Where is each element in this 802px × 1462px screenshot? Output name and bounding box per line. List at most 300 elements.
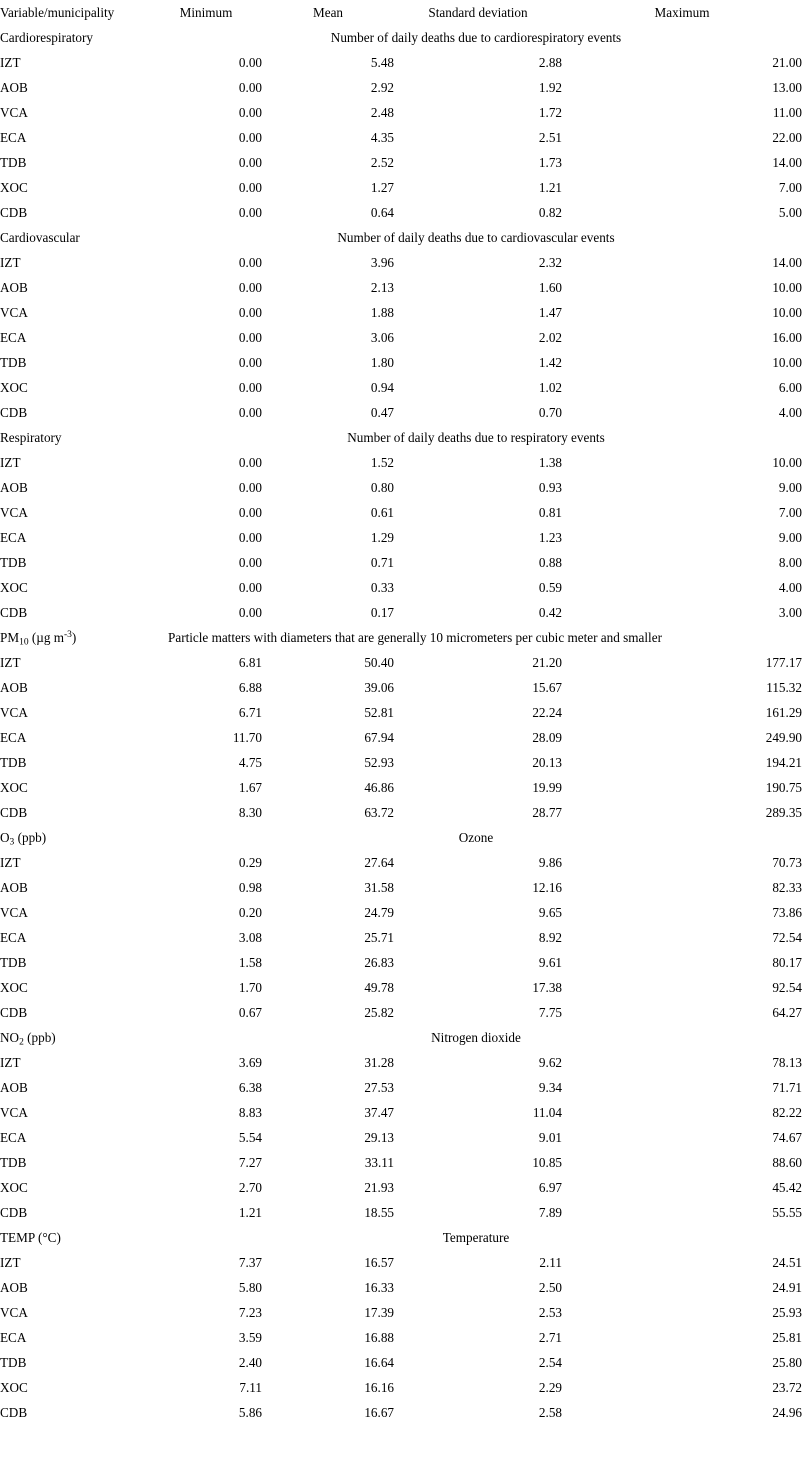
cell-standard-deviation: 0.70	[538, 404, 562, 420]
cell-standard-deviation: 2.58	[538, 1404, 562, 1420]
cell-standard-deviation: 2.29	[538, 1379, 562, 1395]
cell-standard-deviation: 20.13	[532, 754, 562, 770]
cell-maximum: 10.00	[772, 304, 802, 320]
cell-maximum: 78.13	[772, 1054, 802, 1070]
cell-standard-deviation: 28.77	[532, 804, 562, 820]
cell-mean: 27.53	[364, 1079, 394, 1095]
table-row	[0, 925, 802, 950]
cell-standard-deviation: 1.72	[538, 104, 562, 120]
cell-mean: 50.40	[364, 654, 394, 670]
cell-standard-deviation: 0.82	[538, 204, 562, 220]
cell-maximum: 190.75	[765, 779, 802, 795]
table-row	[0, 1275, 802, 1300]
cell-minimum: 6.81	[238, 654, 262, 670]
cell-maximum: 88.60	[772, 1154, 802, 1170]
cell-minimum: 0.00	[238, 379, 262, 395]
table-row	[0, 500, 802, 525]
cell-maximum: 194.21	[765, 754, 802, 770]
municipality-label: AOB	[0, 1079, 28, 1095]
cell-standard-deviation: 9.86	[538, 854, 562, 870]
section-description: Nitrogen dioxide	[431, 1029, 521, 1045]
cell-mean: 17.39	[364, 1304, 394, 1320]
cell-maximum: 21.00	[772, 54, 802, 70]
table-row	[0, 1325, 802, 1350]
cell-standard-deviation: 7.89	[538, 1204, 562, 1220]
cell-standard-deviation: 1.23	[538, 529, 562, 545]
section-heading-row	[0, 825, 802, 850]
cell-mean: 67.94	[364, 729, 394, 745]
table-header	[0, 0, 802, 25]
cell-maximum: 9.00	[778, 529, 802, 545]
cell-minimum: 0.00	[238, 504, 262, 520]
cell-minimum: 0.00	[238, 129, 262, 145]
municipality-label: CDB	[0, 1004, 28, 1020]
table-row	[0, 1125, 802, 1150]
municipality-label: IZT	[0, 654, 21, 670]
section-variable-label: $O_3$ (ppb)	[0, 829, 47, 848]
table-row	[0, 1050, 802, 1075]
municipality-label: XOC	[0, 779, 28, 795]
cell-minimum: 0.00	[238, 179, 262, 195]
cell-minimum: 3.59	[238, 1329, 262, 1345]
cell-minimum: 0.00	[238, 254, 262, 270]
cell-maximum: 24.96	[772, 1404, 802, 1420]
cell-standard-deviation: 2.50	[538, 1279, 562, 1295]
table-row	[0, 1200, 802, 1225]
cell-mean: 1.52	[370, 454, 394, 470]
cell-mean: 1.27	[370, 179, 394, 195]
municipality-label: ECA	[0, 529, 27, 545]
cell-maximum: 80.17	[772, 954, 802, 970]
cell-maximum: 25.80	[772, 1354, 802, 1370]
table-row	[0, 850, 802, 875]
cell-standard-deviation: 2.32	[538, 254, 562, 270]
section-description: Number of daily deaths due to cardiorespiratory events	[330, 29, 622, 45]
municipality-label: TDB	[0, 154, 27, 170]
cell-minimum: 0.00	[238, 604, 262, 620]
table-row	[0, 875, 802, 900]
cell-minimum: 3.69	[238, 1054, 262, 1070]
cell-mean: 1.29	[370, 529, 394, 545]
cell-standard-deviation: 21.20	[532, 654, 562, 670]
cell-mean: 16.16	[364, 1379, 394, 1395]
cell-standard-deviation: 1.38	[538, 454, 562, 470]
cell-minimum: 0.00	[238, 454, 262, 470]
cell-maximum: 92.54	[772, 979, 802, 995]
cell-minimum: 0.00	[238, 304, 262, 320]
cell-mean: 0.33	[370, 579, 394, 595]
cell-minimum: 0.00	[238, 104, 262, 120]
municipality-label: VCA	[0, 1304, 28, 1320]
column-header-standard-deviation: Standard deviation	[428, 4, 528, 20]
municipality-label: CDB	[0, 804, 28, 820]
cell-mean: 0.94	[370, 379, 394, 395]
municipality-label: CDB	[0, 1204, 28, 1220]
municipality-label: AOB	[0, 679, 28, 695]
cell-mean: 26.83	[364, 954, 394, 970]
cell-mean: 29.13	[364, 1129, 394, 1145]
cell-standard-deviation: 17.38	[532, 979, 562, 995]
column-header-minimum: Minimum	[179, 4, 233, 20]
cell-minimum: 7.11	[239, 1379, 262, 1395]
cell-mean: 18.55	[364, 1204, 394, 1220]
cell-standard-deviation: 7.75	[538, 1004, 562, 1020]
table-row	[0, 450, 802, 475]
municipality-label: TDB	[0, 754, 27, 770]
cell-maximum: 22.00	[772, 129, 802, 145]
section-description: Number of daily deaths due to respiratory events	[347, 429, 605, 445]
municipality-label: VCA	[0, 304, 28, 320]
cell-maximum: 249.90	[765, 729, 802, 745]
municipality-label: CDB	[0, 1404, 28, 1420]
section-description: Temperature	[442, 1229, 510, 1245]
cell-minimum: 0.98	[238, 879, 262, 895]
table-row	[0, 400, 802, 425]
cell-minimum: 6.71	[238, 704, 262, 720]
cell-standard-deviation: 9.34	[538, 1079, 562, 1095]
cell-maximum: 14.00	[772, 154, 802, 170]
cell-mean: 31.28	[364, 1054, 394, 1070]
table-row	[0, 1175, 802, 1200]
table-row	[0, 1100, 802, 1125]
cell-mean: 52.81	[364, 704, 394, 720]
cell-maximum: 74.67	[772, 1129, 802, 1145]
cell-minimum: 4.75	[238, 754, 262, 770]
cell-mean: 0.61	[370, 504, 394, 520]
cell-maximum: 6.00	[778, 379, 802, 395]
cell-standard-deviation: 1.21	[538, 179, 562, 195]
section-heading-row	[0, 225, 802, 250]
cell-maximum: 10.00	[772, 354, 802, 370]
cell-maximum: 24.91	[772, 1279, 802, 1295]
municipality-label: AOB	[0, 79, 28, 95]
cell-minimum: 1.21	[238, 1204, 262, 1220]
cell-mean: 25.82	[364, 1004, 394, 1020]
cell-standard-deviation: 2.02	[538, 329, 562, 345]
table-row	[0, 75, 802, 100]
table-row	[0, 525, 802, 550]
municipality-label: VCA	[0, 104, 28, 120]
column-header-variable: Variable/municipality	[0, 4, 115, 20]
table-row	[0, 800, 802, 825]
cell-maximum: 115.32	[766, 679, 802, 695]
table-row	[0, 1375, 802, 1400]
cell-standard-deviation: 15.67	[532, 679, 562, 695]
municipality-label: ECA	[0, 929, 27, 945]
cell-mean: 2.13	[370, 279, 394, 295]
section-heading-row	[0, 1225, 802, 1250]
cell-maximum: 13.00	[772, 79, 802, 95]
cell-minimum: 0.67	[238, 1004, 262, 1020]
municipality-label: AOB	[0, 279, 28, 295]
table-row	[0, 550, 802, 575]
municipality-label: CDB	[0, 604, 28, 620]
municipality-label: IZT	[0, 54, 21, 70]
cell-maximum: 11.00	[772, 104, 802, 120]
table-row	[0, 375, 802, 400]
municipality-label: XOC	[0, 979, 28, 995]
cell-maximum: 177.17	[765, 654, 802, 670]
section-heading-row	[0, 1025, 802, 1050]
municipality-label: ECA	[0, 729, 27, 745]
municipality-label: TDB	[0, 1354, 27, 1370]
table-row	[0, 1350, 802, 1375]
cell-maximum: 64.27	[772, 1004, 802, 1020]
cell-standard-deviation: 0.81	[538, 504, 562, 520]
cell-standard-deviation: 0.42	[538, 604, 562, 620]
cell-standard-deviation: 9.65	[538, 904, 562, 920]
section-heading-row	[0, 25, 802, 50]
table-row	[0, 200, 802, 225]
cell-mean: 1.80	[370, 354, 394, 370]
cell-maximum: 8.00	[778, 554, 802, 570]
cell-minimum: 5.80	[238, 1279, 262, 1295]
cell-standard-deviation: 1.92	[538, 79, 562, 95]
table-row	[0, 975, 802, 1000]
table-row	[0, 250, 802, 275]
municipality-label: ECA	[0, 1329, 27, 1345]
cell-mean: 2.52	[370, 154, 394, 170]
cell-minimum: 6.88	[238, 679, 262, 695]
cell-minimum: 1.70	[238, 979, 262, 995]
cell-maximum: 4.00	[778, 579, 802, 595]
municipality-label: XOC	[0, 179, 28, 195]
cell-standard-deviation: 2.51	[538, 129, 562, 145]
municipality-label: IZT	[0, 1254, 21, 1270]
cell-maximum: 7.00	[778, 504, 802, 520]
cell-minimum: 0.00	[238, 54, 262, 70]
section-heading-row	[0, 425, 802, 450]
cell-mean: 33.11	[364, 1154, 394, 1170]
cell-maximum: 73.86	[772, 904, 802, 920]
table-row	[0, 650, 802, 675]
municipality-label: CDB	[0, 204, 28, 220]
cell-maximum: 45.42	[772, 1179, 802, 1195]
table-row	[0, 275, 802, 300]
cell-minimum: 8.83	[238, 1104, 262, 1120]
cell-standard-deviation: 0.59	[538, 579, 562, 595]
cell-mean: 1.88	[370, 304, 394, 320]
section-heading-row	[0, 625, 802, 650]
cell-mean: 0.17	[370, 604, 394, 620]
cell-mean: 4.35	[370, 129, 394, 145]
cell-mean: 0.64	[370, 204, 394, 220]
cell-minimum: 7.27	[238, 1154, 262, 1170]
section-variable-label: $NO_2$ (ppb)	[0, 1029, 56, 1048]
cell-mean: 16.88	[364, 1329, 394, 1345]
table-row	[0, 50, 802, 75]
cell-mean: 52.93	[364, 754, 394, 770]
cell-minimum: 0.00	[238, 479, 262, 495]
cell-minimum: 11.70	[232, 729, 262, 745]
cell-standard-deviation: 1.73	[538, 154, 562, 170]
cell-mean: 2.48	[370, 104, 394, 120]
cell-minimum: 0.20	[238, 904, 262, 920]
cell-mean: 3.06	[370, 329, 394, 345]
cell-standard-deviation: 0.93	[538, 479, 562, 495]
table-row	[0, 575, 802, 600]
cell-standard-deviation: 9.61	[538, 954, 562, 970]
cell-minimum: 7.37	[238, 1254, 262, 1270]
table-row	[0, 175, 802, 200]
cell-minimum: 0.00	[238, 354, 262, 370]
section-description: Ozone	[458, 829, 494, 845]
cell-maximum: 25.93	[772, 1304, 802, 1320]
cell-maximum: 10.00	[772, 279, 802, 295]
cell-mean: 49.78	[364, 979, 394, 995]
cell-minimum: 0.00	[238, 154, 262, 170]
cell-mean: 16.67	[364, 1404, 394, 1420]
table-row	[0, 100, 802, 125]
cell-maximum: 3.00	[778, 604, 802, 620]
cell-mean: 27.64	[364, 854, 394, 870]
table-row	[0, 900, 802, 925]
cell-standard-deviation: 6.97	[538, 1179, 562, 1195]
municipality-label: XOC	[0, 579, 28, 595]
cell-mean: 3.96	[370, 254, 394, 270]
column-header-maximum: Maximum	[654, 4, 710, 20]
cell-maximum: 14.00	[772, 254, 802, 270]
cell-minimum: 0.00	[238, 404, 262, 420]
cell-minimum: 0.00	[238, 579, 262, 595]
cell-standard-deviation: 28.09	[532, 729, 562, 745]
cell-mean: 16.64	[364, 1354, 394, 1370]
cell-minimum: 7.23	[238, 1304, 262, 1320]
cell-mean: 63.72	[364, 804, 394, 820]
cell-standard-deviation: 0.88	[538, 554, 562, 570]
cell-maximum: 289.35	[765, 804, 802, 820]
table-body	[0, 25, 802, 1425]
cell-standard-deviation: 19.99	[532, 779, 562, 795]
cell-minimum: 1.67	[238, 779, 262, 795]
municipality-label: TDB	[0, 554, 27, 570]
cell-standard-deviation: 1.47	[538, 304, 562, 320]
municipality-label: ECA	[0, 129, 27, 145]
section-variable-label: TEMP (°C)	[0, 1229, 61, 1245]
cell-minimum: 2.40	[238, 1354, 262, 1370]
table-row	[0, 1300, 802, 1325]
cell-minimum: 3.08	[238, 929, 262, 945]
cell-mean: 0.80	[370, 479, 394, 495]
table-row	[0, 775, 802, 800]
cell-standard-deviation: 1.42	[538, 354, 562, 370]
section-variable-label: Respiratory	[0, 429, 62, 445]
header-row	[0, 0, 802, 25]
cell-standard-deviation: 1.60	[538, 279, 562, 295]
table-row	[0, 1400, 802, 1425]
cell-minimum: 0.00	[238, 279, 262, 295]
cell-standard-deviation: 2.54	[538, 1354, 562, 1370]
cell-maximum: 10.00	[772, 454, 802, 470]
municipality-label: TDB	[0, 1154, 27, 1170]
municipality-label: IZT	[0, 454, 21, 470]
municipality-label: AOB	[0, 1279, 28, 1295]
municipality-label: IZT	[0, 254, 21, 270]
table-row	[0, 125, 802, 150]
cell-maximum: 16.00	[772, 329, 802, 345]
cell-standard-deviation: 8.92	[538, 929, 562, 945]
cell-minimum: 1.58	[238, 954, 262, 970]
municipality-label: VCA	[0, 704, 28, 720]
cell-maximum: 7.00	[778, 179, 802, 195]
table-row	[0, 600, 802, 625]
cell-maximum: 4.00	[778, 404, 802, 420]
cell-minimum: 0.00	[238, 529, 262, 545]
cell-standard-deviation: 2.71	[538, 1329, 562, 1345]
cell-standard-deviation: 10.85	[532, 1154, 562, 1170]
cell-minimum: 0.29	[238, 854, 262, 870]
cell-maximum: 72.54	[772, 929, 802, 945]
cell-standard-deviation: 2.88	[538, 54, 562, 70]
cell-maximum: 71.71	[772, 1079, 802, 1095]
municipality-label: TDB	[0, 354, 27, 370]
table-row	[0, 475, 802, 500]
table-row	[0, 1000, 802, 1025]
municipality-label: CDB	[0, 404, 28, 420]
section-description: Particle matters with diameters that are generally 10 micrometers per cubic meter and smaller	[168, 629, 662, 645]
cell-maximum: 24.51	[772, 1254, 802, 1270]
cell-maximum: 9.00	[778, 479, 802, 495]
cell-maximum: 25.81	[772, 1329, 802, 1345]
municipality-label: AOB	[0, 879, 28, 895]
municipality-label: IZT	[0, 854, 21, 870]
cell-mean: 5.48	[370, 54, 394, 70]
municipality-label: XOC	[0, 379, 28, 395]
cell-standard-deviation: 12.16	[532, 879, 562, 895]
cell-mean: 25.71	[364, 929, 394, 945]
municipality-label: VCA	[0, 1104, 28, 1120]
cell-standard-deviation: 2.53	[538, 1304, 562, 1320]
cell-minimum: 5.54	[238, 1129, 262, 1145]
cell-maximum: 70.73	[772, 854, 802, 870]
table-row	[0, 1075, 802, 1100]
section-description: Number of daily deaths due to cardiovascular events	[337, 229, 615, 245]
cell-standard-deviation: 9.62	[538, 1054, 562, 1070]
cell-standard-deviation: 9.01	[538, 1129, 562, 1145]
municipality-label: XOC	[0, 1179, 28, 1195]
section-variable-label: Cardiorespiratory	[0, 29, 94, 45]
table-row	[0, 700, 802, 725]
table-row	[0, 750, 802, 775]
cell-maximum: 161.29	[765, 704, 802, 720]
municipality-label: TDB	[0, 954, 27, 970]
cell-mean: 0.71	[370, 554, 394, 570]
cell-mean: 24.79	[364, 904, 394, 920]
cell-minimum: 8.30	[238, 804, 262, 820]
cell-standard-deviation: 11.04	[532, 1104, 562, 1120]
cell-mean: 37.47	[364, 1104, 394, 1120]
municipality-label: ECA	[0, 1129, 27, 1145]
cell-standard-deviation: 22.24	[532, 704, 562, 720]
cell-mean: 16.57	[364, 1254, 394, 1270]
cell-mean: 2.92	[370, 79, 394, 95]
table-row	[0, 950, 802, 975]
cell-minimum: 0.00	[238, 204, 262, 220]
municipality-label: VCA	[0, 904, 28, 920]
cell-maximum: 82.33	[772, 879, 802, 895]
cell-maximum: 55.55	[772, 1204, 802, 1220]
cell-standard-deviation: 2.11	[539, 1254, 562, 1270]
cell-minimum: 6.38	[238, 1079, 262, 1095]
cell-minimum: 5.86	[238, 1404, 262, 1420]
cell-mean: 16.33	[364, 1279, 394, 1295]
cell-minimum: 2.70	[238, 1179, 262, 1195]
table-row	[0, 725, 802, 750]
table-row	[0, 325, 802, 350]
table-row	[0, 150, 802, 175]
section-variable-label: Cardiovascular	[0, 229, 80, 245]
cell-minimum: 0.00	[238, 79, 262, 95]
